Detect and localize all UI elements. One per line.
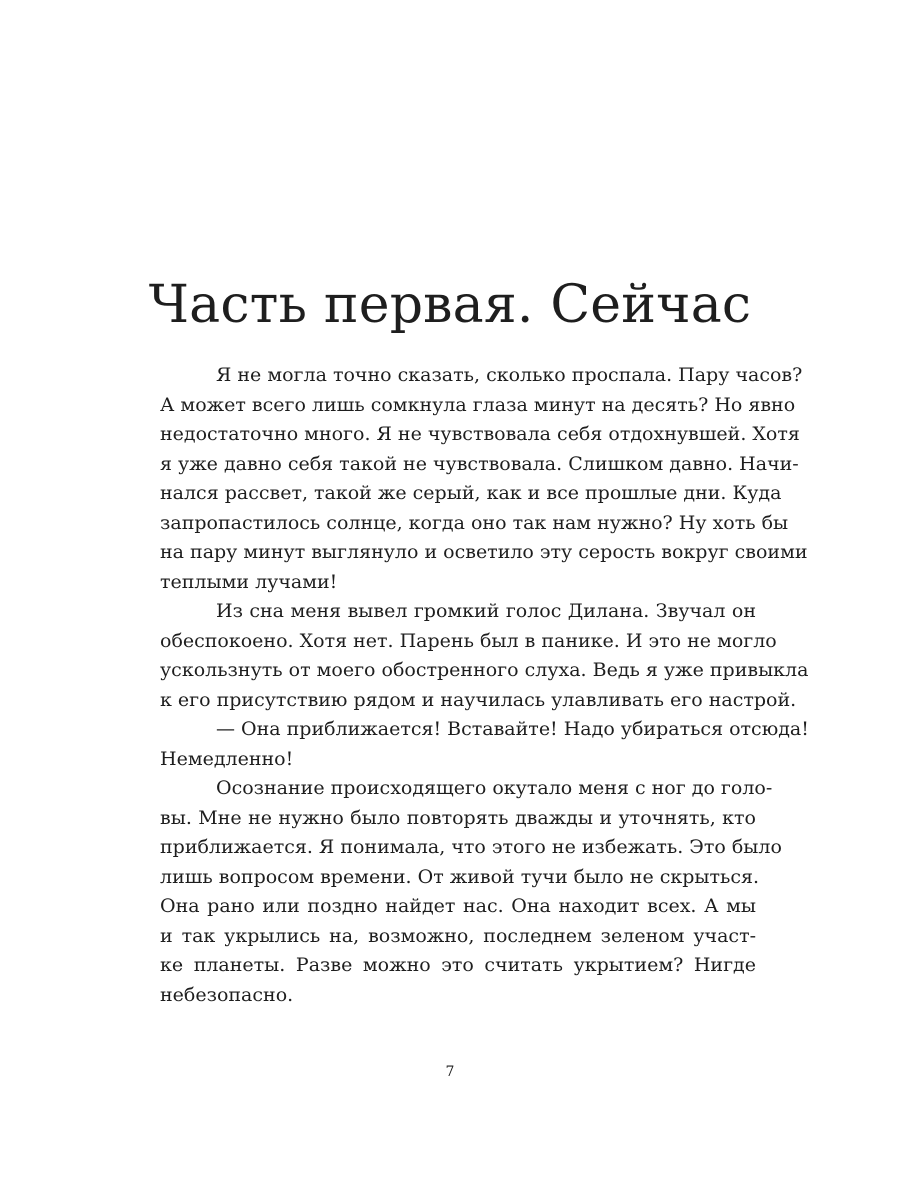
text-line: недостаточно много. Я не чувствовала себя отдохнувшей. Хотя bbox=[160, 423, 800, 445]
text-line: Она рано или поздно найдет нас. Она находит всех. А мы bbox=[160, 895, 756, 917]
text-line: небезопасно. bbox=[160, 983, 294, 1006]
text-line: А может всего лишь сомкнула глаза минут на десять? Но явно bbox=[160, 393, 796, 416]
text-line: ке планеты. Разве можно это считать укрытием? Нигде bbox=[160, 954, 756, 976]
text-line: Осознание происходящего окутало меня с ног до голо- bbox=[216, 777, 773, 799]
body-text bbox=[160, 361, 809, 1010]
text-line: лишь вопросом времени. От живой тучи было не скрыться. bbox=[160, 865, 760, 888]
dialogue-line: — Она приближается! Вставайте! Надо убираться отсюда! bbox=[216, 718, 809, 740]
chapter-title: Часть первая. Сейчас bbox=[148, 275, 752, 335]
text-line: приближается. Я понимала, что этого не избежать. Это было bbox=[160, 836, 782, 858]
text-line: и так укрылись на, возможно, последнем зеленом участ- bbox=[160, 924, 756, 947]
text-line: нался рассвет, такой же серый, как и все прошлые дни. Куда bbox=[160, 482, 782, 504]
text-line: обеспокоено. Хотя нет. Парень был в панике. И это не могло bbox=[160, 629, 777, 652]
text-line: ускользнуть от моего обостренного слуха. Ведь я уже привыкла bbox=[160, 659, 809, 681]
text-line: на пару минут выглянуло и осветило эту серость вокруг своими bbox=[160, 541, 808, 563]
text-line: к его присутствию рядом и научилась улавливать его настрой. bbox=[160, 688, 797, 711]
text-line: теплыми лучами! bbox=[160, 570, 338, 593]
text-line: запропастилось солнце, когда оно так нам нужно? Ну хоть бы bbox=[160, 511, 789, 534]
text-line: я уже давно себя такой не чувствовала. Слишком давно. Начи- bbox=[160, 452, 799, 475]
text-line: Я не могла точно сказать, сколько проспала. Пару часов? bbox=[216, 364, 803, 386]
page-number: 7 bbox=[445, 1064, 455, 1080]
text-line: Из сна меня вывел громкий голос Дилана. Звучал он bbox=[216, 600, 756, 622]
text-line: вы. Мне не нужно было повторять дважды и уточнять, кто bbox=[160, 806, 756, 829]
dialogue-line: Немедленно! bbox=[160, 747, 294, 770]
